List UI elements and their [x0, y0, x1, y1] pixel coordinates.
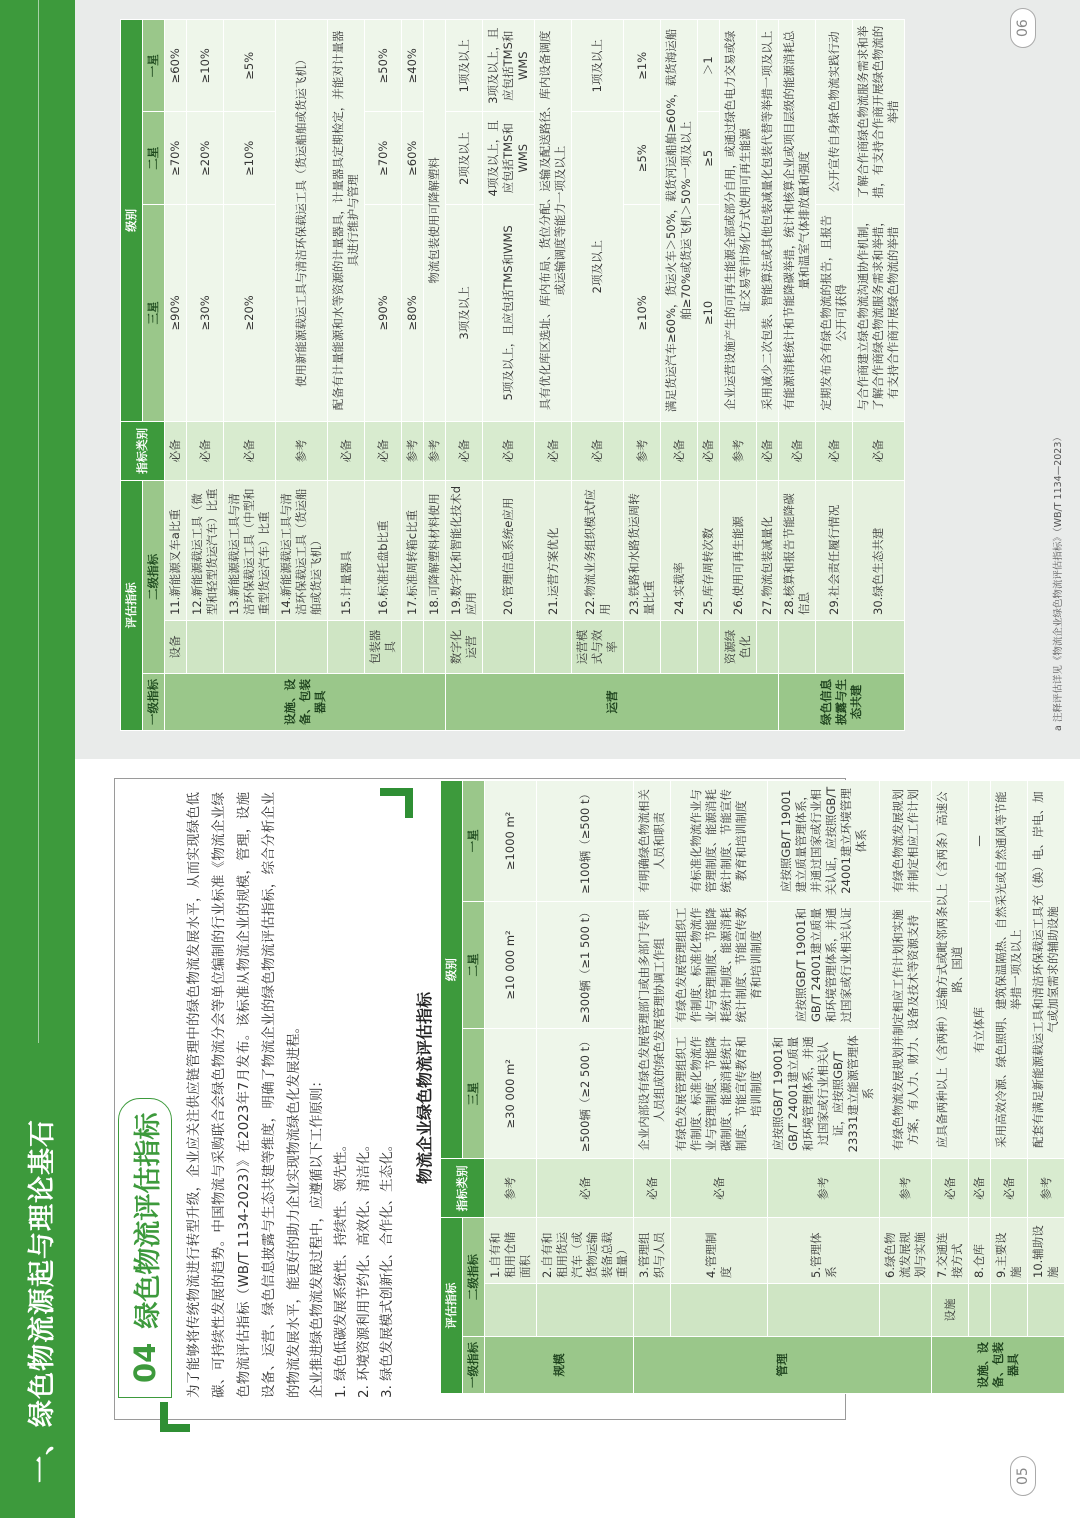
header-level1: 一级指标 [463, 1337, 485, 1394]
table-row [671, 781, 768, 1394]
level1-cell: 设施、设备、包装器具 [165, 674, 446, 731]
sub-category-cell: 包装器具 [365, 621, 402, 674]
sub-category-cell [328, 621, 365, 674]
type-cell: 必备 [165, 421, 187, 480]
grade-cell-two: ≥5% [624, 112, 661, 204]
header-one-star: 一星 [463, 781, 485, 902]
indicator-cell: 30.绿色生态共建 [853, 480, 905, 620]
header-three-star: 三星 [143, 204, 165, 421]
grade-cell-all: 应具备两种以上（含两种）运输方式或毗邻两条以上（含两条）高速公路、国道 [932, 781, 969, 1159]
grade-cell-all: 采用减少二次包装、智能算法或其他包装减量化包装代替等举措一项及以上 [757, 20, 779, 422]
sub-category-cell [768, 1284, 880, 1337]
table-row [969, 781, 991, 1394]
grade-cell-two: 有绿色发展管理组织工作制度、标准化物流作业与管理制度、节能降耗统计制度、能源消耗统计制度、节能宣传教育和培训制度 [671, 901, 768, 1028]
indicator-cell: 23.铁路和水路货运周转量比重 [624, 480, 661, 620]
type-cell: 必备 [224, 421, 276, 480]
indicator-cell: 17.标准周转箱c比重 [402, 480, 424, 620]
table-row [698, 20, 720, 731]
grade-cell-all: 物流包装使用可降解塑料 [424, 20, 446, 422]
grade-cell-three: 5项及以上，且应包括TMS和WMS [483, 204, 535, 421]
grade-cell-two: ≥5 [698, 112, 720, 204]
type-cell: 必备 [698, 421, 720, 480]
header-grade: 级别 [121, 20, 143, 422]
section-title [118, 1098, 172, 1398]
sub-category-cell [853, 621, 905, 674]
sub-category-cell [779, 621, 816, 674]
indicator-cell: 4.管理制度 [671, 1218, 768, 1284]
principle-item: 1. 绿色低碳发展系统性、持续性、领先性。 [333, 1137, 349, 1398]
level1-cell: 管理 [634, 1337, 932, 1394]
indicator-cell: 5.管理体系 [768, 1218, 880, 1284]
type-cell: 参考 [485, 1159, 537, 1218]
sub-category-cell [1028, 1284, 1065, 1337]
sub-category-cell [991, 1284, 1028, 1337]
indicator-cell: 8.仓库 [969, 1218, 991, 1284]
type-cell: 参考 [424, 421, 446, 480]
indicator-cell: 7.交通连接方式 [932, 1218, 969, 1284]
grade-cell-one: 应按照GB/T 19001建立质量管理体系，并通过国家或行业相关认证，应按照GB/T 24001建立环境管理体系 [768, 781, 880, 902]
grade-cell-three: 3项及以上 [446, 204, 483, 421]
grade-cell-one: 有标准化物流作业与管理制度、能源消耗统计制度、节能宣传教育和培训制度 [671, 781, 768, 902]
sub-category-cell [276, 621, 328, 674]
level1-cell: 绿色信息披露与生态共建 [779, 674, 905, 731]
principles-list [330, 792, 399, 1398]
sub-category-cell [634, 1284, 671, 1337]
indicator-cell: 26.使用可再生能源 [720, 480, 757, 620]
type-cell: 必备 [537, 1159, 634, 1218]
table-row [483, 20, 535, 731]
header-type: 指标类别 [121, 421, 165, 480]
grade-cell-all: 具有优化库区选址、库内布局、货位分配、运输及配送路径、库内设备调度或运输调度等能力一项及以上 [535, 20, 572, 422]
principle-item: 3. 绿色发展模式创新化、合作化、生态化。 [379, 1137, 395, 1398]
type-cell: 必备 [853, 421, 905, 480]
grade-cell-one: 1项及以上 [446, 20, 483, 113]
indicator-cell: 27.物流包装减量化 [757, 480, 779, 620]
grade-cell-all: 配套有满足新能源载运工具和清洁环保载运工具充（换）电、岸电、加气或加氢需求的辅助设施 [1028, 781, 1065, 1159]
table-row [757, 20, 779, 731]
table-body-right [165, 20, 905, 731]
header-three-star: 三星 [463, 1029, 485, 1159]
table-row [402, 20, 424, 731]
header-two-star: 二星 [143, 112, 165, 204]
sub-category-cell: 资源绿色化 [720, 621, 757, 674]
grade-cell-one: ≥60% [165, 20, 187, 113]
evaluation-table-left [440, 780, 1065, 1394]
table-row [991, 781, 1028, 1394]
type-cell: 参考 [1028, 1159, 1065, 1218]
grade-cell-three: 定期发布含有绿色物流的报告，且报告公开可获得 [816, 204, 853, 421]
indicator-cell: 10.辅助设施 [1028, 1218, 1065, 1284]
table-row [424, 20, 446, 731]
indicator-cell: 19.数字化和智能化技术d应用 [446, 480, 483, 620]
grade-cell-three: ≥30 000 m² [485, 1029, 537, 1159]
indicator-cell: 3.管理组织与人员 [634, 1218, 671, 1284]
type-cell: 参考 [624, 421, 661, 480]
type-cell: 必备 [991, 1159, 1028, 1218]
type-cell: 必备 [634, 1159, 671, 1218]
header-level2: 二级指标 [143, 480, 165, 673]
grade-cell-one: ＞1 [698, 20, 720, 113]
sub-category-cell [661, 621, 698, 674]
table-row [224, 20, 276, 731]
grade-cell-three: 有绿色发展管理组织工作制度、标准化物流作业与管理制度、节能降碳制度、能源消耗统计制度、节能宣传教育和培训制度 [671, 1029, 768, 1159]
evaluation-table-right [120, 19, 905, 731]
intro-paragraph: 为了能够将传统物流进行转型升级，企业应关注供应链管理中的绿色物流发展水平，从而实现绿色低碳、可持续性发展的趋势。中国物流与采购联合会绿色物流分会等单位编制的行业标准《物流企业绿色物流评估指标（WB/T 1134-2023）》在2023年7月发布。该标准从物流企业的规模，管理，设施设备、运营、绿色信息披露与生态共建等维度，明确了物流企业的绿色物流评估指标，综合分析企业的物流发展水平，能更好的助力企业实现物流绿色化发展进程。 [186, 792, 302, 1398]
type-cell: 必备 [483, 421, 535, 480]
frame-corner-accent [160, 1424, 190, 1432]
sub-category-cell [969, 1284, 991, 1337]
header-level1: 一级指标 [143, 674, 165, 731]
table-row [365, 20, 402, 731]
grade-cell-three: 与合作商建立绿色物流沟通协作机制，了解合作商绿色物流服务需求和举措，有支持合作商开展绿色物流的举措 [853, 204, 905, 421]
table-row [932, 781, 969, 1394]
table-row [624, 20, 661, 731]
indicator-cell: 9.主要设施 [991, 1218, 1028, 1284]
table-row [535, 20, 572, 731]
grade-cell-two: ≥300辆（≥1 500 t） [537, 901, 634, 1028]
indicator-cell: 13.新能源载运工具与清洁环保载运工具（中型和重型货运汽车）比重 [224, 480, 276, 620]
type-cell: 必备 [446, 421, 483, 480]
grade-cell-two: ≥70% [365, 112, 402, 204]
table-footnote: a 注释评估详见《物流企业绿色物流评估指标》（WB/T 1134—2023） [1053, 432, 1064, 731]
page-number-right: 06 [1010, 8, 1036, 48]
sub-category-cell [483, 621, 535, 674]
grade-cell-two-one: 公开宣传自身绿色物流实践行动 [816, 20, 853, 205]
table-row [572, 20, 624, 731]
table-row [720, 20, 757, 731]
sub-category-cell [537, 1284, 634, 1337]
grade-cell-all: 满足货运汽车≥60%，货运火车＞50%，载货河运船舶≥60%，载货海运船舶≥70%或货运飞机＞50%一项及以上 [661, 20, 698, 422]
type-cell: 必备 [572, 421, 624, 480]
header-level2: 二级指标 [463, 1218, 485, 1337]
table-row [853, 20, 905, 731]
grade-cell-one: ≥100辆（≥500 t） [537, 781, 634, 902]
indicator-cell: 1.自有和租用仓储面积 [485, 1218, 537, 1284]
indicator-cell: 18.可降解塑料材料使用 [424, 480, 446, 620]
grade-cell-two: ≥70% [165, 112, 187, 204]
type-cell: 必备 [661, 421, 698, 480]
grade-cell-three-two: 有绿色物流发展规划并制定相应工作计划和实施方案，有人力、财力、设备及技术等资源支持 [880, 901, 932, 1159]
type-cell: 必备 [365, 421, 402, 480]
table-row [485, 781, 537, 1394]
type-cell: 必备 [671, 1159, 768, 1218]
indicator-cell: 6.绿色物流发展规划与实施 [880, 1218, 932, 1284]
chapter-title: 一、绿色物流源起与理论基石 [27, 1119, 58, 1483]
indicator-cell: 28.核算和报告节能降碳信息 [779, 480, 816, 620]
header-grade: 级别 [441, 781, 463, 1159]
header-rule [38, 0, 39, 1043]
sub-category-cell [187, 621, 224, 674]
grade-cell-one: 1项及以上 [572, 20, 624, 113]
header-eval-indicator: 评估指标 [441, 1218, 463, 1394]
type-cell: 必备 [328, 421, 365, 480]
indicator-cell: 16.标准托盘b比重 [365, 480, 402, 620]
table-row [187, 20, 224, 731]
header-type: 指标类别 [441, 1159, 485, 1218]
sub-category-cell [816, 621, 853, 674]
grade-cell-one: ≥1000 m² [485, 781, 537, 902]
type-cell: 必备 [535, 421, 572, 480]
grade-cell-one: ≥1% [624, 20, 661, 113]
indicator-cell: 14.新能源载运工具与清洁环保载运工具（货运船舶或货运飞机） [276, 480, 328, 620]
principles-lead: 企业推进绿色物流发展过程中，应遵循以下工作原则： [309, 1074, 325, 1398]
table-row [537, 781, 634, 1394]
header-one-star: 一星 [143, 20, 165, 113]
indicator-cell: 22.物流业务组织模式f应用 [572, 480, 624, 620]
sub-category-cell [485, 1284, 537, 1337]
grade-cell-all: 使用新能源载运工具与清洁环保载运工具（货运船舶或货运飞机） [276, 20, 328, 422]
table-row [661, 20, 698, 731]
sub-category-cell: 设施 [932, 1284, 969, 1337]
grade-cell-three-two: 有立体库 [969, 901, 991, 1159]
grade-cell-one: — [969, 781, 991, 902]
grade-cell-all: 有能源消耗统计和节能降碳举措，统计和核算企业或项目层级的能源消耗总量和温室气体排放量和强度 [779, 20, 816, 422]
level1-cell: 规模 [485, 1337, 634, 1394]
table-row [1028, 781, 1065, 1394]
table-caption: 物流企业绿色物流评估指标 [415, 992, 434, 1185]
table-row [276, 20, 328, 731]
sub-category-cell [671, 1284, 768, 1337]
indicator-cell: 24.实载率 [661, 480, 698, 620]
type-cell: 参考 [276, 421, 328, 480]
type-cell: 必备 [969, 1159, 991, 1218]
grade-cell-three: 应按照GB/T 19001和GB/T 24001建立质量和环境管理体系，并通过国家或行业相关认证，应按照GB/T 23331建立能源管理体系 [768, 1029, 880, 1159]
table-row [816, 20, 853, 731]
grade-cell-one: 3项及以上，且应包括TMS和WMS [483, 20, 535, 113]
indicator-cell: 25.库存周转次数 [698, 480, 720, 620]
grade-cell-all: 配备有计量能源和水等资源的计量器具，计量器具定期检定，并能对计量器具进行维护与管理 [328, 20, 365, 422]
type-cell: 必备 [187, 421, 224, 480]
grade-cell-one: ≥40% [402, 20, 424, 113]
type-cell: 必备 [779, 421, 816, 480]
sub-category-cell [624, 621, 661, 674]
grade-cell-three: ≥90% [165, 204, 187, 421]
sub-category-cell [224, 621, 276, 674]
indicator-cell: 2.自有和租用货运汽车（或货物运输装备总载重量） [537, 1218, 634, 1284]
page-number-left: 05 [1010, 1456, 1036, 1496]
sub-category-cell [757, 621, 779, 674]
type-cell: 参考 [402, 421, 424, 480]
table-row [446, 20, 483, 731]
grade-cell-three-two: 企业内部设有绿色发展管理部门或由多部门专职人员组成的绿色发展管理协调工作组 [634, 901, 671, 1159]
grade-cell-three: ≥30% [187, 204, 224, 421]
grade-cell-three: ≥20% [224, 204, 276, 421]
table-row [768, 781, 880, 1394]
level1-cell: 设施、设备、包装器具 [932, 1337, 1065, 1394]
sub-category-cell: 设备 [165, 621, 187, 674]
table-body-left [485, 781, 1065, 1394]
grade-cell-two-one: 了解合作商绿色物流服务需求和举措，有支持合作商开展绿色物流的举措 [853, 20, 905, 205]
grade-cell-two: ≥60% [402, 112, 424, 204]
type-cell: 参考 [880, 1159, 932, 1218]
indicator-cell: 20.管理信息系统e应用 [483, 480, 535, 620]
grade-cell-one: ≥10% [187, 20, 224, 113]
indicator-cell: 21.运营方案优化 [535, 480, 572, 620]
principle-item: 2. 环境资源利用节约化、高效化、清洁化。 [356, 1137, 372, 1398]
type-cell: 必备 [816, 421, 853, 480]
type-cell: 参考 [720, 421, 757, 480]
section-name: 绿色物流评估指标 [132, 1112, 164, 1329]
sub-category-cell [402, 621, 424, 674]
grade-cell-one: 有绿色物流发展规划并制定相应工作计划 [880, 781, 932, 902]
grade-cell-one: 有明确绿色物流相关人员和职责 [634, 781, 671, 902]
grade-cell-two: ≥10% [224, 112, 276, 204]
sub-category-cell: 数字化运营 [446, 621, 483, 674]
grade-cell-all: 企业运营设施产生的可再生能源全部或部分自用，或通过绿色电力交易或绿证交易等市场化方式使用可再生能源 [720, 20, 757, 422]
indicator-cell: 15.计量器具 [328, 480, 365, 620]
grade-cell-two: 4项及以上，且应包括TMS和WMS [483, 112, 535, 204]
grade-cell-two: ≥20% [187, 112, 224, 204]
table-row [779, 20, 816, 731]
grade-cell-three-two: 2项及以上 [572, 112, 624, 421]
grade-cell-one: ≥5% [224, 20, 276, 113]
grade-cell-one: ≥50% [365, 20, 402, 113]
sub-category-cell [535, 621, 572, 674]
grade-cell-three: ≥10% [624, 204, 661, 421]
grade-cell-two: 应按照GB/T 19001和GB/T 24001建立质量和环境管理体系，并通过国家或行业相关认证 [768, 901, 880, 1028]
chapter-header-band [0, 0, 75, 1518]
type-cell: 参考 [768, 1159, 880, 1218]
grade-cell-two: ≥10 000 m² [485, 901, 537, 1028]
indicator-cell: 12.新能源载运工具（微型和轻型货运汽车）比重 [187, 480, 224, 620]
grade-cell-three: ≥90% [365, 204, 402, 421]
indicator-cell: 11.新能源叉车a比重 [165, 480, 187, 620]
grade-cell-two: 2项及以上 [446, 112, 483, 204]
table-row [880, 781, 932, 1394]
grade-cell-three: ≥10 [698, 204, 720, 421]
table-row [328, 20, 365, 731]
table-row [165, 20, 187, 731]
sub-category-cell [880, 1284, 932, 1337]
sub-category-cell [698, 621, 720, 674]
sub-category-cell [424, 621, 446, 674]
table-row [634, 781, 671, 1394]
level1-cell: 运营 [446, 674, 779, 731]
grade-cell-all: 采用高效冷源、绿色照明、建筑保温隔热、自然采光或自然通风等节能举措一项及以上 [991, 781, 1028, 1159]
header-eval-indicator: 评估指标 [121, 480, 143, 730]
section-number: 04 [128, 1342, 162, 1383]
type-cell: 必备 [932, 1159, 969, 1218]
type-cell: 必备 [757, 421, 779, 480]
grade-cell-three: ≥500辆（≥2 500 t） [537, 1029, 634, 1159]
grade-cell-three: ≥80% [402, 204, 424, 421]
sub-category-cell: 运营模式与效率 [572, 621, 624, 674]
header-two-star: 二星 [463, 901, 485, 1028]
indicator-cell: 29.社会责任履行情况 [816, 480, 853, 620]
